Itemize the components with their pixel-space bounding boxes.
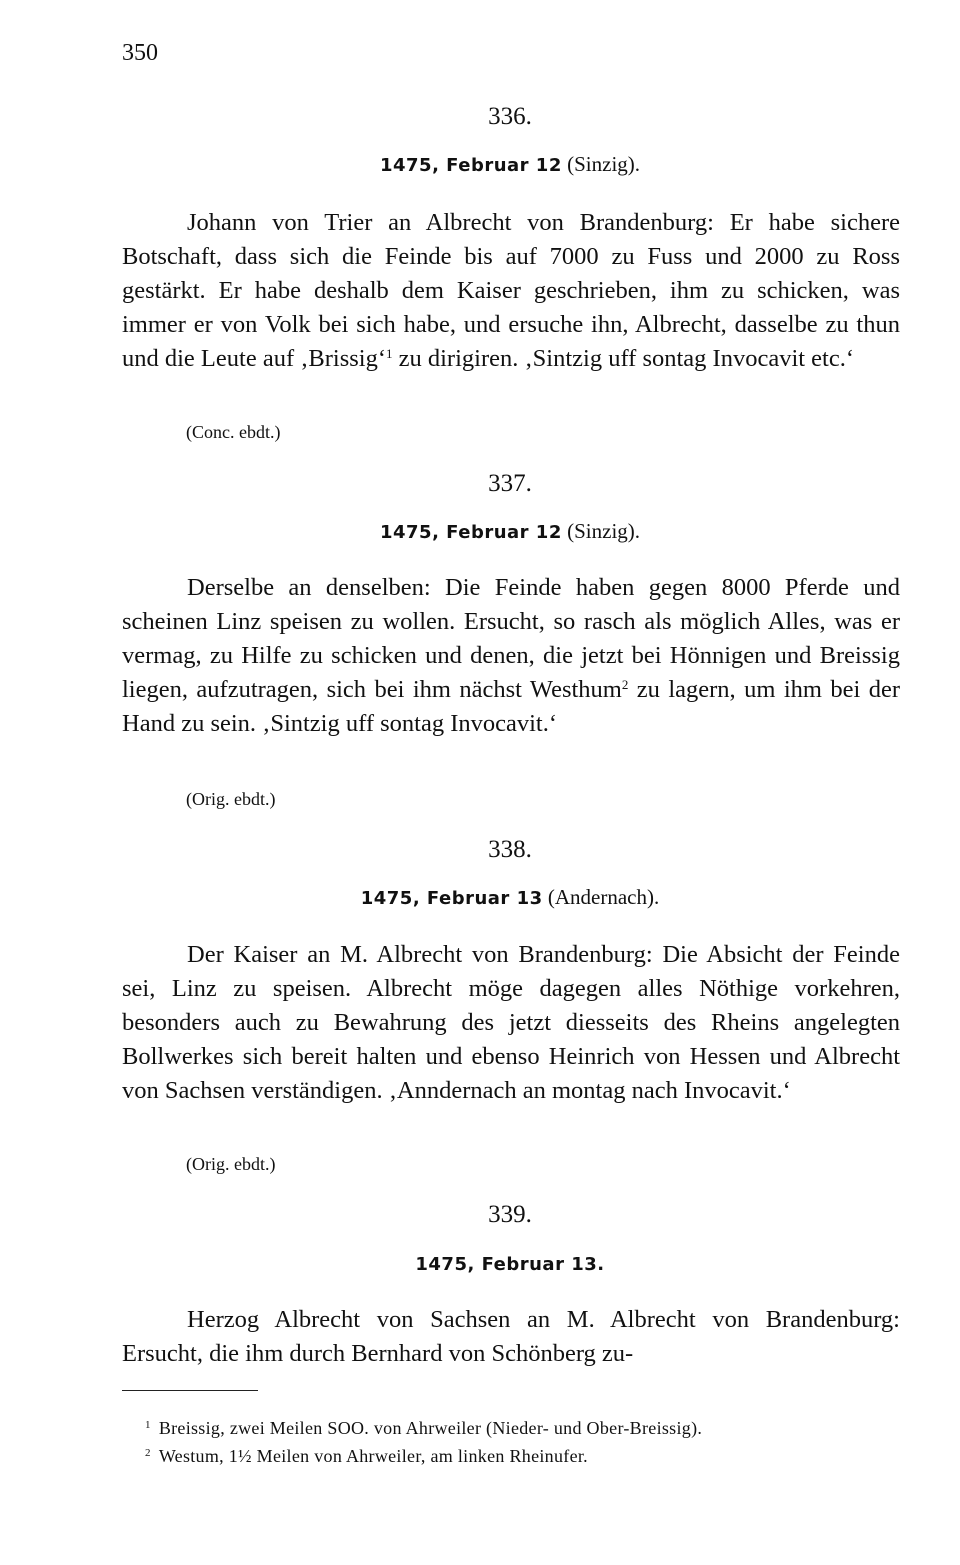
entry-date [0, 152, 960, 177]
entry-date [0, 885, 960, 910]
entry-date [0, 519, 960, 544]
entry-number: 337. [488, 470, 532, 497]
entry-date-bold: 1475, Februar 13 [360, 888, 543, 909]
entry-body [122, 206, 900, 376]
entry-date-bold: 1475, Februar 13. [415, 1254, 605, 1275]
footnote-mark: 2 [145, 1447, 151, 1459]
footnote [145, 1446, 905, 1467]
entry-number: 336. [488, 103, 532, 130]
entry-date [0, 1251, 960, 1276]
entry-body [122, 938, 900, 1108]
footnote-mark: 1 [145, 1419, 151, 1431]
entry-number: 339. [488, 1201, 532, 1228]
footnote [145, 1418, 905, 1439]
source-note: (Orig. ebdt.) [186, 1154, 276, 1174]
source-note: (Conc. ebdt.) [186, 422, 281, 442]
footnote-text: Westum, 1½ Meilen von Ahrweiler, am linken Rheinufer. [158, 1446, 588, 1466]
entry-body [122, 1303, 900, 1371]
footnote-reference: 2 [621, 677, 629, 692]
entry-date-place: (Sinzig). [567, 519, 641, 543]
footnote-text: Breissig, zwei Meilen SOO. von Ahrweiler (Nieder- und Ober-Breissig). [158, 1418, 703, 1438]
entry-text-tail: zu lagern, um ihm bei der Hand zu sein. ‚Sintzig uff sontag Invocavit.‘ [122, 676, 900, 737]
entry-text: Herzog Albrecht von Sachsen an M. Albrecht von Brandenburg: Ersucht, die ihm durch Bernhard von Schönberg zu- [122, 1306, 900, 1367]
source-note: (Orig. ebdt.) [186, 789, 276, 809]
entry-date-place: (Andernach). [547, 885, 660, 909]
entry-text-tail: zu dirigiren. ‚Sintzig uff sontag Invocavit etc.‘ [392, 345, 855, 372]
footnote-reference: 1 [386, 346, 393, 361]
entry-date-bold: 1475, Februar 12 [379, 155, 562, 176]
entry-number: 338. [488, 836, 532, 863]
entry-text: Der Kaiser an M. Albrecht von Brandenburg: Die Absicht der Feinde sei, Linz zu speisen. Albrecht möge dagegen alles Nöthige vorkehren, besonders auch zu Bewahrung des jetzt diesseits des Rheins angelegten Bollwerkes sich bereit halten und ebenso Heinrich von Hessen und Albrecht von Sachsen verständigen. ‚Anndernach an montag nach Invocavit.‘ [122, 941, 900, 1104]
entry-date-bold: 1475, Februar 12 [379, 522, 562, 543]
entry-date-place: (Sinzig). [567, 152, 641, 176]
entry-text: Derselbe an denselben: Die Feinde haben gegen 8000 Pferde und scheinen Linz speisen zu wollen. Ersucht, so rasch als möglich Alles, was er vermag, zu Hilfe zu schicken und denen, die jetzt bei Hönnigen und Breissig liegen, aufzutragen, sich bei ihm nächst Westhum [122, 574, 900, 703]
entry-text: Johann von Trier an Albrecht von Brandenburg: Er habe sichere Botschaft, dass sich die Feinde bis auf 7000 zu Fuss und 2000 zu Ross gestärkt. Er habe deshalb dem Kaiser geschrieben, ihm zu schicken, was immer er von Volk bei sich habe, und ersuche ihn, Albrecht, dasselbe zu thun und die Leute auf ‚Brissig‘ [122, 209, 900, 372]
footnote-divider [122, 1390, 258, 1391]
entry-body [122, 571, 900, 741]
page-number: 350 [122, 40, 158, 66]
